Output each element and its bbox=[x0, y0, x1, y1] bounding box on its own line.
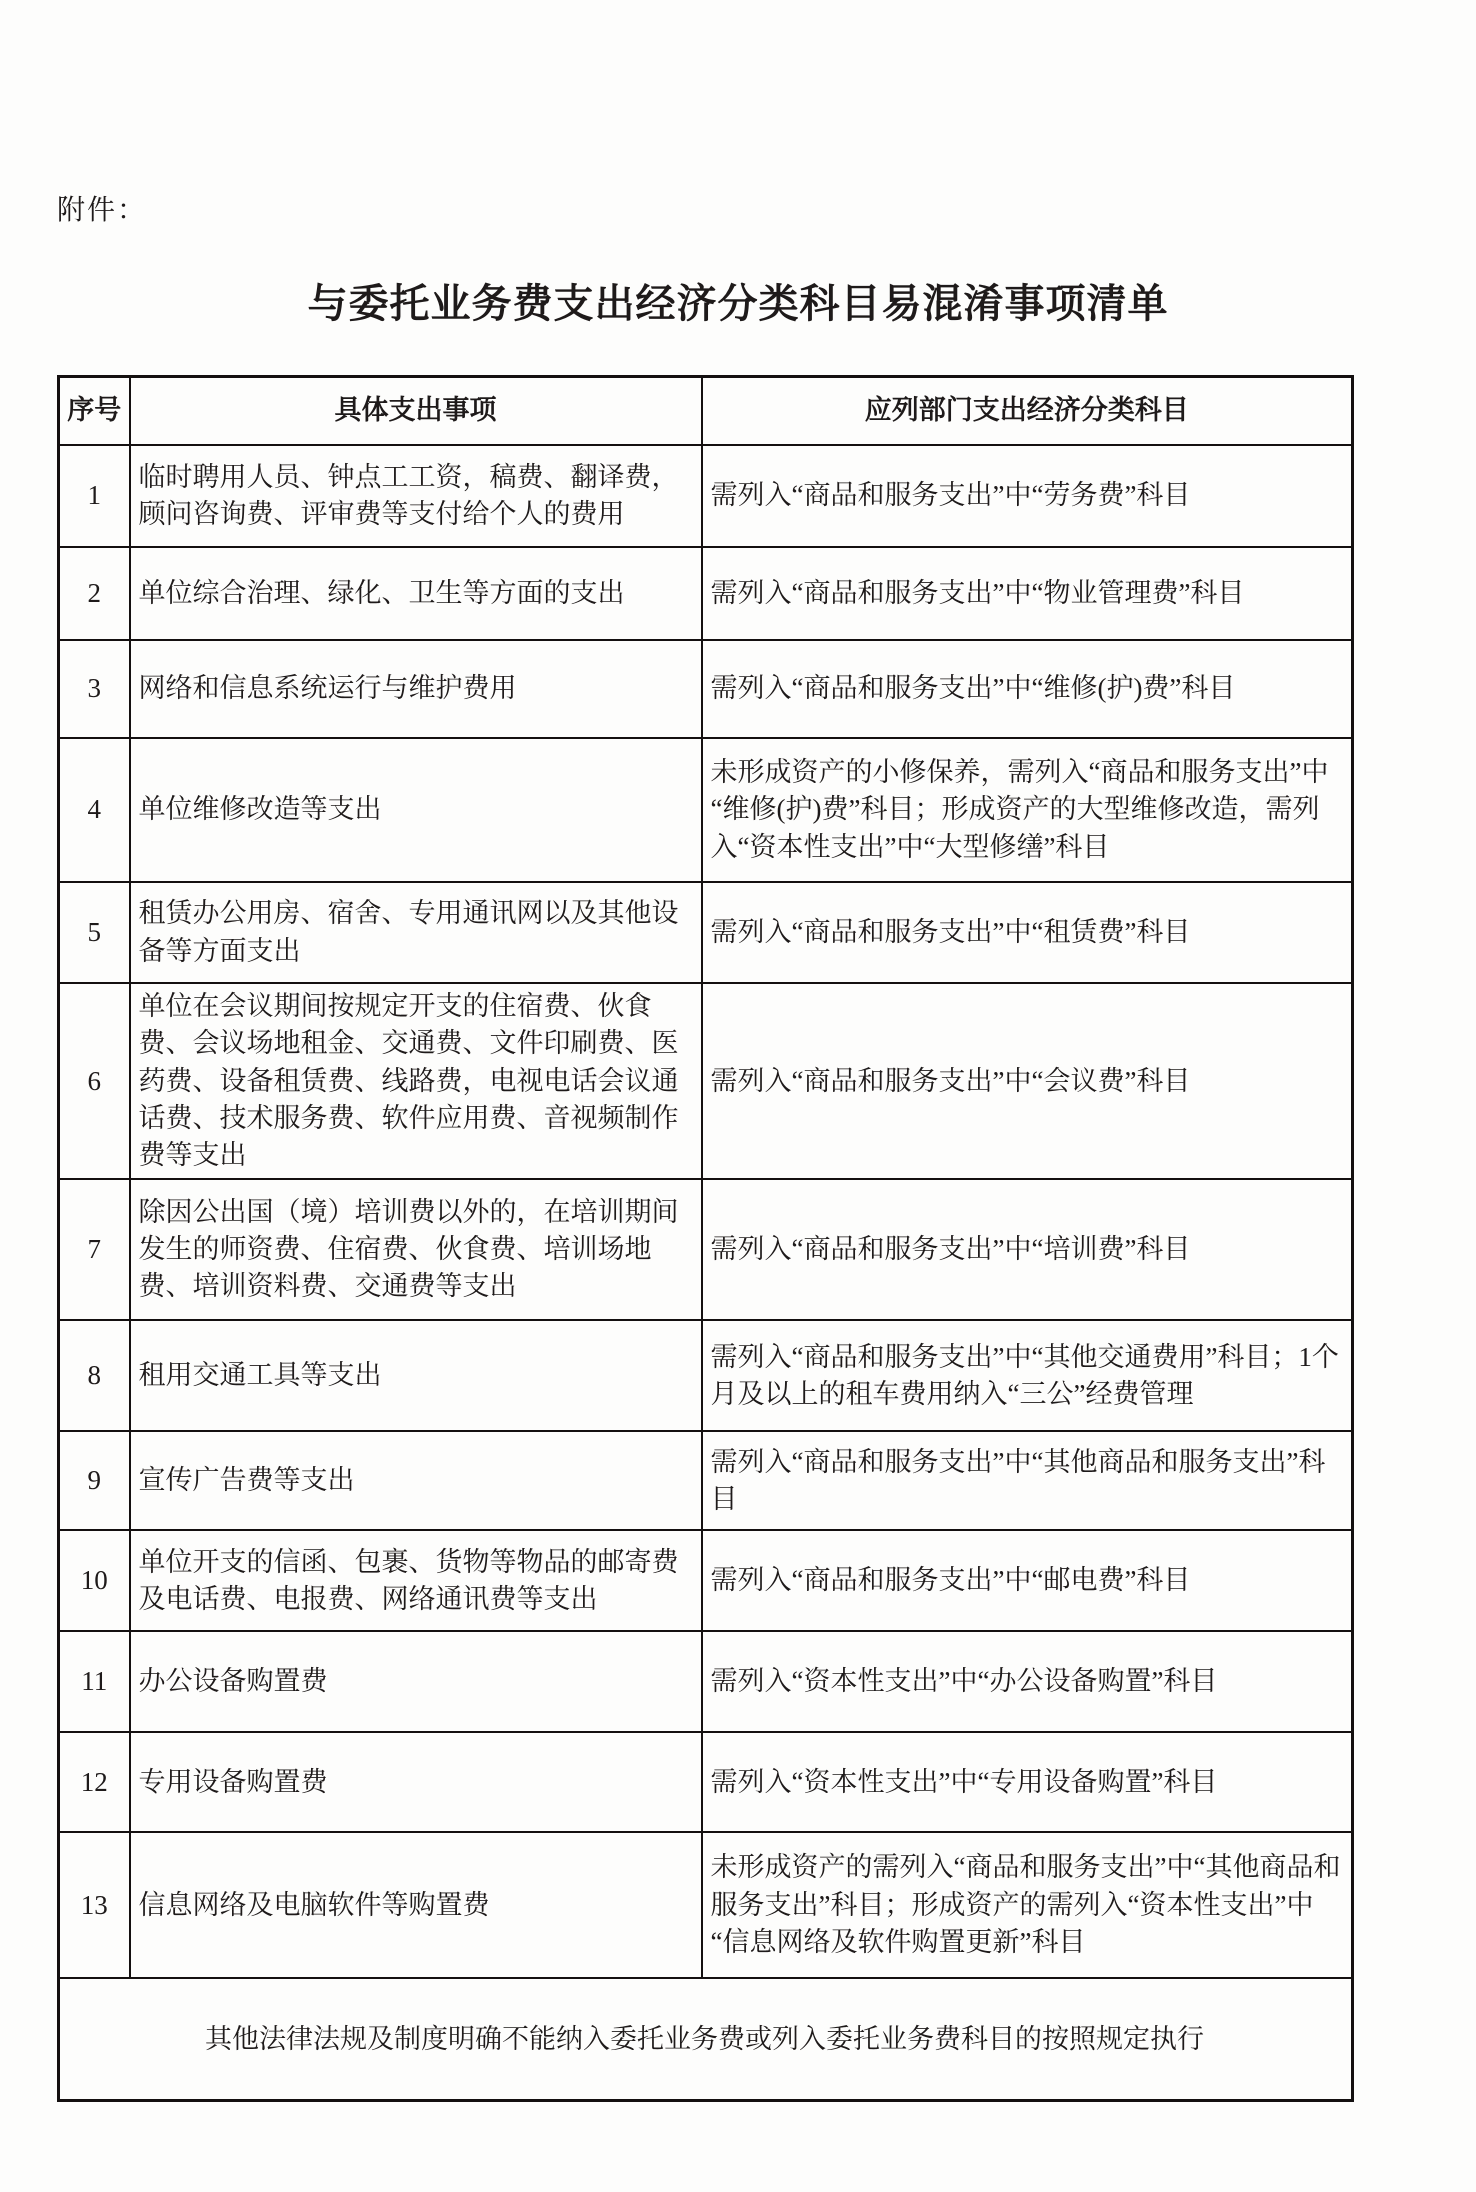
cell-item: 租用交通工具等支出 bbox=[130, 1320, 702, 1431]
cell-no: 11 bbox=[59, 1631, 130, 1732]
cell-item: 网络和信息系统运行与维护费用 bbox=[130, 640, 702, 738]
cell-item: 宣传广告费等支出 bbox=[130, 1431, 702, 1530]
table-row bbox=[59, 547, 1353, 640]
table-row bbox=[59, 1631, 1353, 1732]
cell-category: 需列入“商品和服务支出”中“会议费”科目 bbox=[702, 983, 1353, 1179]
cell-category: 需列入“商品和服务支出”中“维修(护)费”科目 bbox=[702, 640, 1353, 738]
cell-item: 单位开支的信函、包裹、货物等物品的邮寄费及电话费、电报费、网络通讯费等支出 bbox=[130, 1530, 702, 1631]
cell-item: 单位在会议期间按规定开支的住宿费、伙食费、会议场地租金、交通费、文件印刷费、医药费、设备租赁费、线路费，电视电话会议通话费、技术服务费、软件应用费、音视频制作费等支出 bbox=[130, 983, 702, 1179]
cell-no: 8 bbox=[59, 1320, 130, 1431]
cell-item: 单位维修改造等支出 bbox=[130, 738, 702, 882]
header-cell-item: 具体支出事项 bbox=[130, 377, 702, 446]
cell-item: 信息网络及电脑软件等购置费 bbox=[130, 1832, 702, 1978]
cell-category: 需列入“商品和服务支出”中“其他交通费用”科目；1个月及以上的租车费用纳入“三公”经费管理 bbox=[702, 1320, 1353, 1431]
cell-no: 4 bbox=[59, 738, 130, 882]
footer-note: 其他法律法规及制度明确不能纳入委托业务费或列入委托业务费科目的按照规定执行 bbox=[59, 1978, 1353, 2101]
page-title: 与委托业务费支出经济分类科目易混淆事项清单 bbox=[307, 281, 1169, 326]
cell-category: 未形成资产的小修保养，需列入“商品和服务支出”中“维修(护)费”科目；形成资产的大型维修改造，需列入“资本性支出”中“大型修缮”科目 bbox=[702, 738, 1353, 882]
cell-no: 6 bbox=[59, 983, 130, 1179]
cell-category: 未形成资产的需列入“商品和服务支出”中“其他商品和服务支出”科目；形成资产的需列入“资本性支出”中“信息网络及软件购置更新”科目 bbox=[702, 1832, 1353, 1978]
cell-no: 12 bbox=[59, 1732, 130, 1832]
expense-table bbox=[57, 375, 1354, 2102]
attachment-label: 附件： bbox=[57, 195, 148, 226]
cell-category: 需列入“商品和服务支出”中“租赁费”科目 bbox=[702, 882, 1353, 983]
cell-no: 9 bbox=[59, 1431, 130, 1530]
cell-item: 办公设备购置费 bbox=[130, 1631, 702, 1732]
table-footer-row bbox=[59, 1978, 1353, 2101]
table-row bbox=[59, 445, 1353, 547]
cell-no: 2 bbox=[59, 547, 130, 640]
cell-no: 1 bbox=[59, 445, 130, 547]
cell-category: 需列入“商品和服务支出”中“培训费”科目 bbox=[702, 1179, 1353, 1320]
table-row bbox=[59, 640, 1353, 738]
cell-category: 需列入“商品和服务支出”中“其他商品和服务支出”科目 bbox=[702, 1431, 1353, 1530]
cell-category: 需列入“资本性支出”中“专用设备购置”科目 bbox=[702, 1732, 1353, 1832]
cell-item: 临时聘用人员、钟点工工资，稿费、翻译费，顾问咨询费、评审费等支付给个人的费用 bbox=[130, 445, 702, 547]
header-cell-category: 应列部门支出经济分类科目 bbox=[702, 377, 1353, 446]
header-cell-no: 序号 bbox=[59, 377, 130, 446]
table-row bbox=[59, 1320, 1353, 1431]
cell-item: 除因公出国（境）培训费以外的，在培训期间发生的师资费、住宿费、伙食费、培训场地费、培训资料费、交通费等支出 bbox=[130, 1179, 702, 1320]
table-row bbox=[59, 1179, 1353, 1320]
cell-category: 需列入“资本性支出”中“办公设备购置”科目 bbox=[702, 1631, 1353, 1732]
cell-no: 7 bbox=[59, 1179, 130, 1320]
table-row bbox=[59, 1832, 1353, 1978]
cell-category: 需列入“商品和服务支出”中“物业管理费”科目 bbox=[702, 547, 1353, 640]
table-row bbox=[59, 882, 1353, 983]
cell-item: 单位综合治理、绿化、卫生等方面的支出 bbox=[130, 547, 702, 640]
cell-no: 10 bbox=[59, 1530, 130, 1631]
cell-no: 5 bbox=[59, 882, 130, 983]
cell-item: 专用设备购置费 bbox=[130, 1732, 702, 1832]
cell-category: 需列入“商品和服务支出”中“劳务费”科目 bbox=[702, 445, 1353, 547]
table-header-row bbox=[59, 377, 1353, 446]
table-row bbox=[59, 738, 1353, 882]
cell-category: 需列入“商品和服务支出”中“邮电费”科目 bbox=[702, 1530, 1353, 1631]
table-body bbox=[59, 445, 1353, 1978]
cell-item: 租赁办公用房、宿舍、专用通讯网以及其他设备等方面支出 bbox=[130, 882, 702, 983]
table-row bbox=[59, 1732, 1353, 1832]
table-row bbox=[59, 1530, 1353, 1631]
table-row bbox=[59, 1431, 1353, 1530]
table-row bbox=[59, 983, 1353, 1179]
cell-no: 3 bbox=[59, 640, 130, 738]
cell-no: 13 bbox=[59, 1832, 130, 1978]
